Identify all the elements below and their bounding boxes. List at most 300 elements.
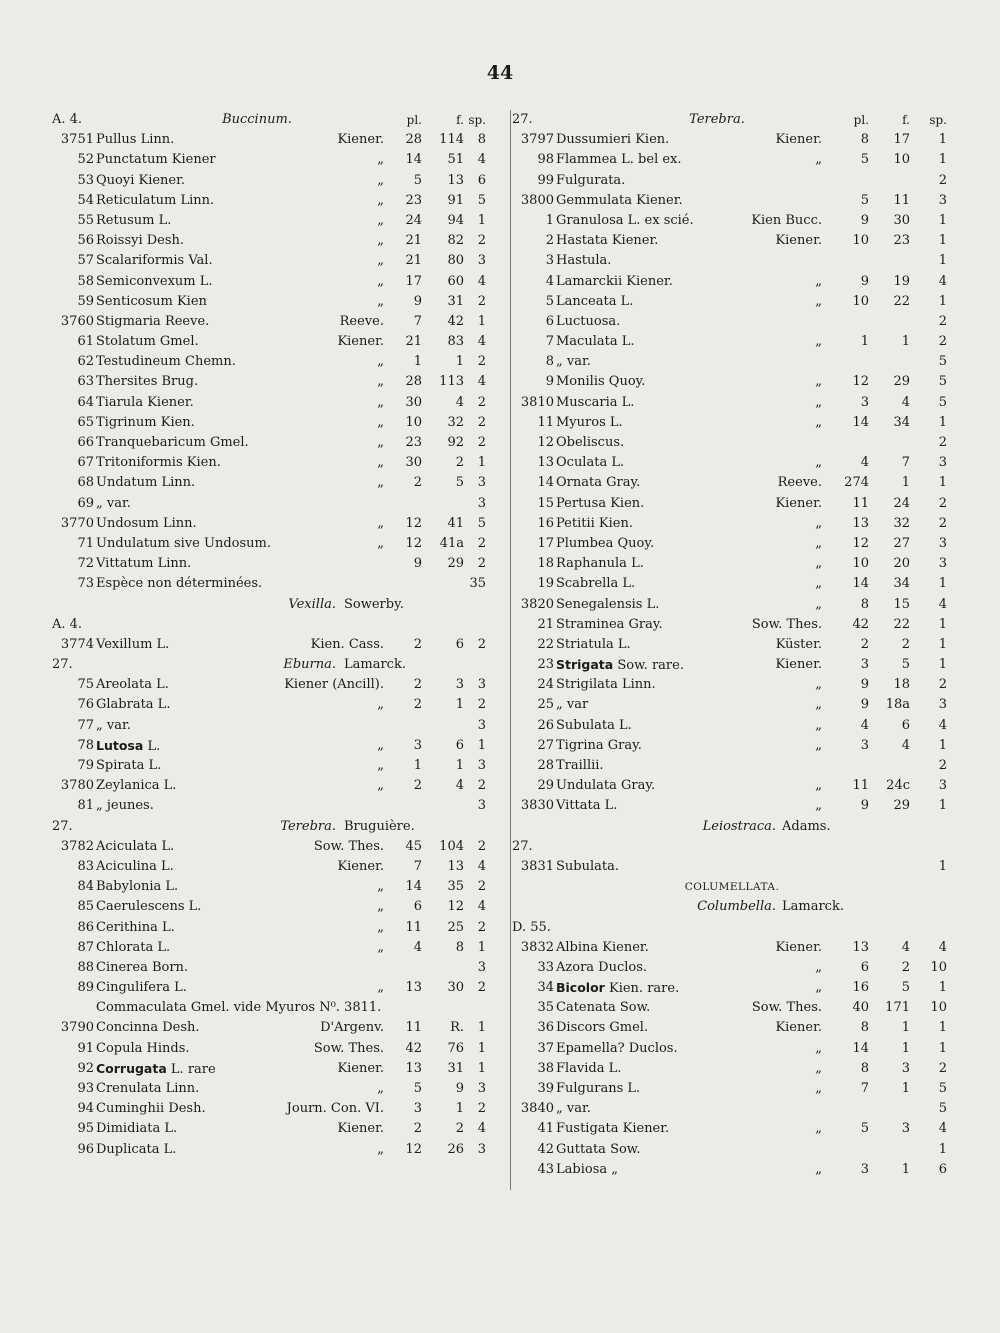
- species-name: [96, 574, 262, 594]
- reference-author: „: [815, 778, 822, 794]
- species-row: [512, 191, 952, 211]
- species-name: [556, 958, 647, 978]
- reference-author: Kien Bucc.: [751, 212, 822, 228]
- species-name: [556, 272, 673, 292]
- species-name: [556, 292, 633, 312]
- catalogue-number: 96: [77, 1141, 94, 1157]
- species-name-text: Senticosum Kien: [96, 293, 207, 309]
- specimen-count: 2: [938, 515, 947, 531]
- figure-number: 92: [447, 435, 464, 450]
- catalogue-number: 75: [77, 677, 94, 693]
- specimen-count: 8: [477, 132, 486, 148]
- figure-number: 18a: [885, 697, 910, 713]
- catalogue-number: 77: [77, 717, 94, 733]
- plate-number: 11: [405, 919, 422, 935]
- specimen-count: 5: [938, 354, 947, 370]
- plate-column-header: pl.: [853, 113, 869, 127]
- reference-author: Küster.: [775, 636, 822, 652]
- specimen-count: 2: [477, 919, 486, 935]
- figure-number: 3: [455, 677, 464, 693]
- species-name-text: Discors Gmel.: [556, 1020, 649, 1036]
- species-name-text: Testudineum Chemn.: [96, 354, 236, 370]
- species-row: [52, 191, 492, 211]
- catalogue-number: 63: [77, 374, 94, 390]
- species-name-text: Guttata Sow.: [556, 1141, 641, 1157]
- species-name-text: Spirata L.: [96, 758, 162, 773]
- figure-number: 9: [455, 1081, 464, 1096]
- specimen-count: 5: [938, 374, 947, 390]
- species-name-text: Ornata Gray.: [556, 475, 641, 491]
- species-name: [556, 150, 682, 170]
- catalogue-number: 8: [545, 354, 554, 370]
- figure-number: 8: [455, 939, 464, 955]
- species-name-text: „ var.: [96, 717, 131, 733]
- species-row: [512, 1160, 952, 1180]
- plate-number: 13: [852, 939, 869, 955]
- genus-author: Lamarck.: [344, 657, 406, 673]
- figure-number: 24: [893, 495, 910, 511]
- figure-number: 13: [447, 858, 464, 874]
- species-name-text: Myuros L.: [556, 414, 623, 430]
- species-name-text: Cuminghii Desh.: [96, 1101, 206, 1117]
- figure-number: 11: [893, 192, 910, 208]
- figure-number: 34: [893, 576, 910, 592]
- section-code: A. 4.: [52, 112, 83, 127]
- species-name: [96, 171, 185, 191]
- species-name-text: Fustigata Kiener.: [556, 1121, 670, 1137]
- species-row: [52, 675, 492, 695]
- reference-author: „: [377, 939, 384, 955]
- reference-author: „: [377, 192, 384, 208]
- plate-number: 3: [860, 1161, 869, 1177]
- species-name: [556, 1059, 621, 1079]
- species-name-text: Undosum Linn.: [96, 515, 197, 531]
- species-name-text: Vittatum Linn.: [96, 556, 192, 572]
- reference-author: „: [815, 455, 822, 471]
- reference-author: „: [377, 435, 384, 450]
- species-row: [52, 1059, 492, 1079]
- catalogue-number: 66: [77, 435, 94, 450]
- genus-author: Lamarck.: [782, 899, 844, 915]
- species-name-text: Pullus Linn.: [96, 132, 175, 148]
- plate-number: 24: [405, 212, 422, 228]
- catalogue-number: 65: [77, 414, 94, 430]
- catalogue-number: 27: [537, 737, 554, 753]
- column-divider: [510, 110, 511, 1190]
- reference-author: „: [377, 475, 384, 491]
- species-row: [512, 1079, 952, 1099]
- species-name: [96, 372, 198, 392]
- species-name-text: Crenulata Linn.: [96, 1081, 200, 1096]
- species-row: [512, 494, 952, 514]
- catalogue-number: 19: [537, 576, 554, 592]
- figure-number: 23: [893, 233, 910, 249]
- species-name-emphasis: Bicolor: [556, 980, 605, 996]
- species-name-text: Muscaria L.: [556, 394, 635, 410]
- figure-number: 91: [447, 192, 464, 208]
- catalogue-number: 89: [77, 980, 94, 996]
- plate-number: 5: [860, 1121, 869, 1137]
- species-name-text: Stolatum Gmel.: [96, 334, 199, 350]
- species-name-text: Retusum L.: [96, 212, 172, 228]
- catalogue-number: 84: [77, 879, 94, 895]
- catalogue-number: 2: [545, 233, 554, 249]
- reference-author: „: [377, 919, 384, 935]
- species-name: [96, 857, 174, 877]
- species-name: [556, 1119, 669, 1139]
- catalogue-number: 25: [537, 697, 554, 713]
- figure-number: 29: [893, 374, 910, 390]
- plate-number: 42: [852, 616, 869, 632]
- plate-number: 13: [852, 515, 869, 531]
- plate-number: 12: [405, 515, 422, 531]
- figure-number: 1: [901, 1161, 910, 1177]
- species-name: [96, 1018, 200, 1038]
- figure-number: 94: [447, 212, 464, 228]
- specimen-count: 2: [477, 394, 486, 410]
- specimen-count: 3: [477, 717, 486, 733]
- reference-author: „: [815, 1121, 822, 1137]
- section-heading-row: [52, 595, 492, 615]
- catalogue-number: 83: [77, 858, 94, 874]
- species-row: [52, 635, 492, 655]
- species-row: [512, 595, 952, 615]
- species-name: [96, 675, 169, 695]
- plate-number: 10: [852, 233, 869, 249]
- section-heading-row: [512, 918, 952, 938]
- reference-author: Kiener.: [337, 1121, 384, 1137]
- plate-number: 11: [405, 1020, 422, 1036]
- species-name: [96, 1059, 216, 1080]
- figure-number: 32: [447, 414, 464, 430]
- reference-author: „: [377, 697, 384, 713]
- figure-number: 2: [455, 1121, 464, 1137]
- species-name-text: Flammea L. bel ex.: [556, 152, 682, 168]
- species-name-text: Azora Duclos.: [556, 959, 648, 975]
- species-row: [52, 453, 492, 473]
- species-name: [556, 998, 650, 1018]
- species-name-text: Areolata L.: [96, 677, 169, 693]
- figure-number: 34: [893, 414, 910, 430]
- catalogue-number: 3790: [60, 1020, 94, 1036]
- plate-number: 7: [413, 858, 422, 874]
- reference-author: Kiener.: [775, 939, 822, 955]
- species-name-text: Glabrata L.: [96, 697, 171, 713]
- catalogue-number: 15: [537, 495, 554, 511]
- species-row: [52, 312, 492, 332]
- figure-number: 1: [901, 1081, 910, 1096]
- genus-name: Eburna.: [283, 657, 336, 673]
- specimen-count: 2: [477, 838, 486, 854]
- figure-number: 29: [447, 556, 464, 572]
- reference-author: „: [377, 293, 384, 309]
- specimen-count: 1: [938, 636, 947, 652]
- species-row: [512, 352, 952, 372]
- plate-number: 9: [413, 293, 422, 309]
- specimen-count: 6: [938, 1161, 947, 1177]
- specimen-count: 3: [477, 959, 486, 975]
- species-row: [512, 655, 952, 675]
- figure-number: 4: [901, 394, 910, 410]
- plate-number: 14: [852, 414, 869, 430]
- specimen-count: 3: [938, 455, 947, 471]
- catalogue-number: 3760: [60, 313, 94, 329]
- species-name: [556, 393, 634, 413]
- species-row: [512, 534, 952, 554]
- specimen-count: 3: [477, 253, 486, 269]
- genus-header-row: [512, 110, 952, 130]
- plate-number: 3: [860, 737, 869, 753]
- reference-author: „: [815, 535, 822, 551]
- specimen-count: 4: [938, 596, 947, 612]
- plate-number: 28: [405, 132, 422, 148]
- species-row: [52, 372, 492, 392]
- specimen-count: 1: [477, 939, 486, 955]
- species-name: [556, 251, 611, 271]
- catalogue-number: 52: [77, 152, 94, 168]
- plate-number: 3: [413, 737, 422, 753]
- plate-number: 1: [860, 334, 869, 350]
- species-row: [52, 413, 492, 433]
- plate-number: 23: [405, 192, 422, 208]
- species-name-text: Vexillum L.: [96, 636, 170, 652]
- species-row: [512, 514, 952, 534]
- species-name-emphasis: Lutosa: [96, 737, 144, 753]
- specimen-count: 4: [938, 717, 947, 733]
- catalogue-number: 24: [537, 677, 554, 693]
- plate-number: 5: [413, 1081, 422, 1096]
- genus-author: Bruguière.: [344, 818, 415, 834]
- figure-number: 30: [893, 212, 910, 228]
- species-name: [96, 150, 216, 170]
- catalogue-number: 3830: [520, 798, 554, 814]
- species-row: [512, 211, 952, 231]
- figure-number: 1: [901, 334, 910, 350]
- species-row: [52, 171, 492, 191]
- species-name: [556, 473, 640, 493]
- catalogue-number: 5: [545, 293, 554, 309]
- plate-number: 45: [405, 838, 422, 854]
- species-row: [512, 736, 952, 756]
- reference-author: „: [815, 596, 822, 612]
- catalogue-number: 68: [77, 475, 94, 491]
- species-row: [512, 312, 952, 332]
- specimen-count: 3: [938, 697, 947, 713]
- catalogue-number: 28: [537, 758, 554, 773]
- species-name: [96, 352, 236, 372]
- figure-number: 82: [447, 233, 464, 249]
- specimen-count: 1: [938, 1020, 947, 1036]
- species-name: [556, 191, 683, 211]
- species-name-text: L. rare: [166, 1061, 216, 1077]
- specimen-count: 2: [477, 879, 486, 895]
- specimen-count: 1: [938, 737, 947, 753]
- species-row: [52, 251, 492, 271]
- species-name: [556, 211, 694, 231]
- specimen-count: 1: [938, 152, 947, 168]
- species-name: [556, 857, 619, 877]
- species-row: [52, 978, 492, 998]
- species-name-text: Undulata Gray.: [556, 778, 656, 794]
- specimen-count: 1: [477, 455, 486, 471]
- plate-number: 2: [413, 475, 422, 491]
- species-row: [52, 958, 492, 978]
- species-name-text: Kien. rare.: [604, 981, 680, 997]
- species-row: [512, 958, 952, 978]
- specimen-count: 2: [477, 636, 486, 652]
- figure-number: 27: [893, 535, 910, 551]
- species-name-text: Tiarula Kiener.: [96, 394, 194, 410]
- species-name-text: Quoyi Kiener.: [96, 172, 186, 188]
- reference-author: „: [815, 152, 822, 168]
- figure-number: 41: [447, 515, 464, 531]
- species-name: [556, 615, 663, 635]
- species-name: [556, 554, 644, 574]
- genus-name: Buccinum.: [222, 112, 292, 127]
- species-name-text: Concinna Desh.: [96, 1020, 200, 1036]
- reference-author: „: [377, 394, 384, 410]
- plate-number: 12: [852, 535, 869, 551]
- specimen-count: 2: [477, 435, 486, 450]
- reference-author: Kiener.: [337, 1060, 384, 1076]
- plate-number: 7: [413, 313, 422, 329]
- plate-number: 14: [852, 576, 869, 592]
- plate-number: 10: [405, 414, 422, 430]
- reference-author: „: [815, 1161, 822, 1177]
- species-row: [52, 514, 492, 534]
- reference-author: „: [815, 717, 822, 733]
- species-row: [512, 231, 952, 251]
- specimen-count: 4: [477, 1121, 486, 1137]
- species-name-text: Monilis Quoy.: [556, 374, 646, 390]
- plate-number: 9: [413, 556, 422, 572]
- catalogue-number: 81: [77, 798, 94, 814]
- species-name-text: Lamarckii Kiener.: [556, 273, 673, 289]
- reference-author: „: [815, 374, 822, 390]
- species-row: [512, 473, 952, 493]
- catalogue-number: 88: [77, 959, 94, 975]
- species-name: [96, 494, 131, 514]
- species-name: [96, 514, 197, 534]
- species-row: [52, 292, 492, 312]
- species-name: [96, 756, 161, 776]
- plate-number: 10: [852, 293, 869, 309]
- species-name: [556, 1018, 648, 1038]
- reference-author: Journ. Con. VI.: [286, 1101, 384, 1117]
- reference-author: „: [377, 253, 384, 269]
- species-row: [512, 1039, 952, 1059]
- reference-author: „: [377, 515, 384, 531]
- specimen-count: 1: [938, 212, 947, 228]
- reference-author: Kiener.: [337, 334, 384, 350]
- species-row: [52, 695, 492, 715]
- reference-author: „: [377, 899, 384, 915]
- figure-number: 114: [439, 132, 464, 148]
- catalogue-number: 56: [77, 233, 94, 249]
- catalogue-number: 16: [537, 515, 554, 531]
- species-name: [556, 1099, 591, 1119]
- species-name: [96, 776, 176, 796]
- specimen-count: 3: [477, 758, 486, 773]
- reference-author: „: [377, 879, 384, 895]
- specimen-count: 1: [938, 414, 947, 430]
- species-row: [512, 776, 952, 796]
- reference-author: „: [815, 1040, 822, 1056]
- species-name-text: Petitii Kien.: [556, 515, 633, 531]
- catalogue-number: 73: [77, 576, 94, 592]
- plate-number: 21: [405, 233, 422, 249]
- plate-number: 2: [413, 1121, 422, 1137]
- specimen-count: 2: [477, 414, 486, 430]
- left-column: [52, 110, 492, 1160]
- species-name: [96, 736, 160, 757]
- specimen-count: 1: [477, 212, 486, 228]
- figure-number: 31: [447, 1060, 464, 1076]
- species-name-text: „ jeunes.: [96, 798, 154, 814]
- specimen-count: 1: [938, 132, 947, 148]
- figure-number: 60: [447, 273, 464, 289]
- species-name: [96, 393, 194, 413]
- specimen-count: 3: [477, 677, 486, 693]
- species-name-text: Subulata.: [556, 858, 619, 874]
- species-name-text: „ var: [556, 697, 589, 713]
- specimen-count: 1: [477, 313, 486, 329]
- species-name-text: Tranquebaricum Gmel.: [96, 435, 249, 450]
- species-name: [96, 554, 191, 574]
- group-label-row: [512, 877, 952, 897]
- species-row: [52, 716, 492, 736]
- species-name: [556, 756, 604, 776]
- plate-number: 2: [413, 636, 422, 652]
- figure-number: 4: [455, 778, 464, 794]
- plate-number: 7: [860, 1081, 869, 1096]
- species-name-text: Reticulatum Linn.: [96, 192, 215, 208]
- species-name: [96, 695, 170, 715]
- specimen-count: 2: [477, 354, 486, 370]
- reference-author: Kiener.: [775, 1020, 822, 1036]
- plate-number: 12: [405, 1141, 422, 1157]
- specimen-count: 4: [938, 273, 947, 289]
- species-name-text: Tritoniformis Kien.: [96, 455, 221, 471]
- section-code: 27.: [512, 838, 533, 854]
- specimen-count: 6: [477, 172, 486, 188]
- reference-author: Reeve.: [339, 313, 384, 329]
- plate-number: 6: [860, 959, 869, 975]
- plate-number: 5: [860, 152, 869, 168]
- species-name: [556, 978, 679, 999]
- species-name-text: Cerithina L.: [96, 919, 175, 935]
- specimen-count: 3: [477, 495, 486, 511]
- specimen-column-header: sp.: [468, 113, 486, 127]
- specimen-count: 2: [477, 980, 486, 996]
- reference-author: „: [377, 212, 384, 228]
- species-name-text: Scalariformis Val.: [96, 253, 213, 269]
- catalogue-number: 76: [77, 697, 94, 713]
- figure-number: 2: [455, 455, 464, 471]
- species-name-text: Tigrina Gray.: [556, 737, 642, 753]
- catalogue-number: 62: [77, 354, 94, 370]
- species-name: [96, 918, 175, 938]
- reference-author: „: [377, 273, 384, 289]
- catalogue-number: 36: [537, 1020, 554, 1036]
- specimen-count: 2: [477, 778, 486, 794]
- reference-author: Kiener.: [775, 233, 822, 249]
- reference-author: Kiener.: [775, 657, 822, 673]
- specimen-count: 4: [477, 334, 486, 350]
- section-heading-row: [512, 817, 952, 837]
- species-name-text: L.: [143, 738, 161, 754]
- species-row: [512, 1099, 952, 1119]
